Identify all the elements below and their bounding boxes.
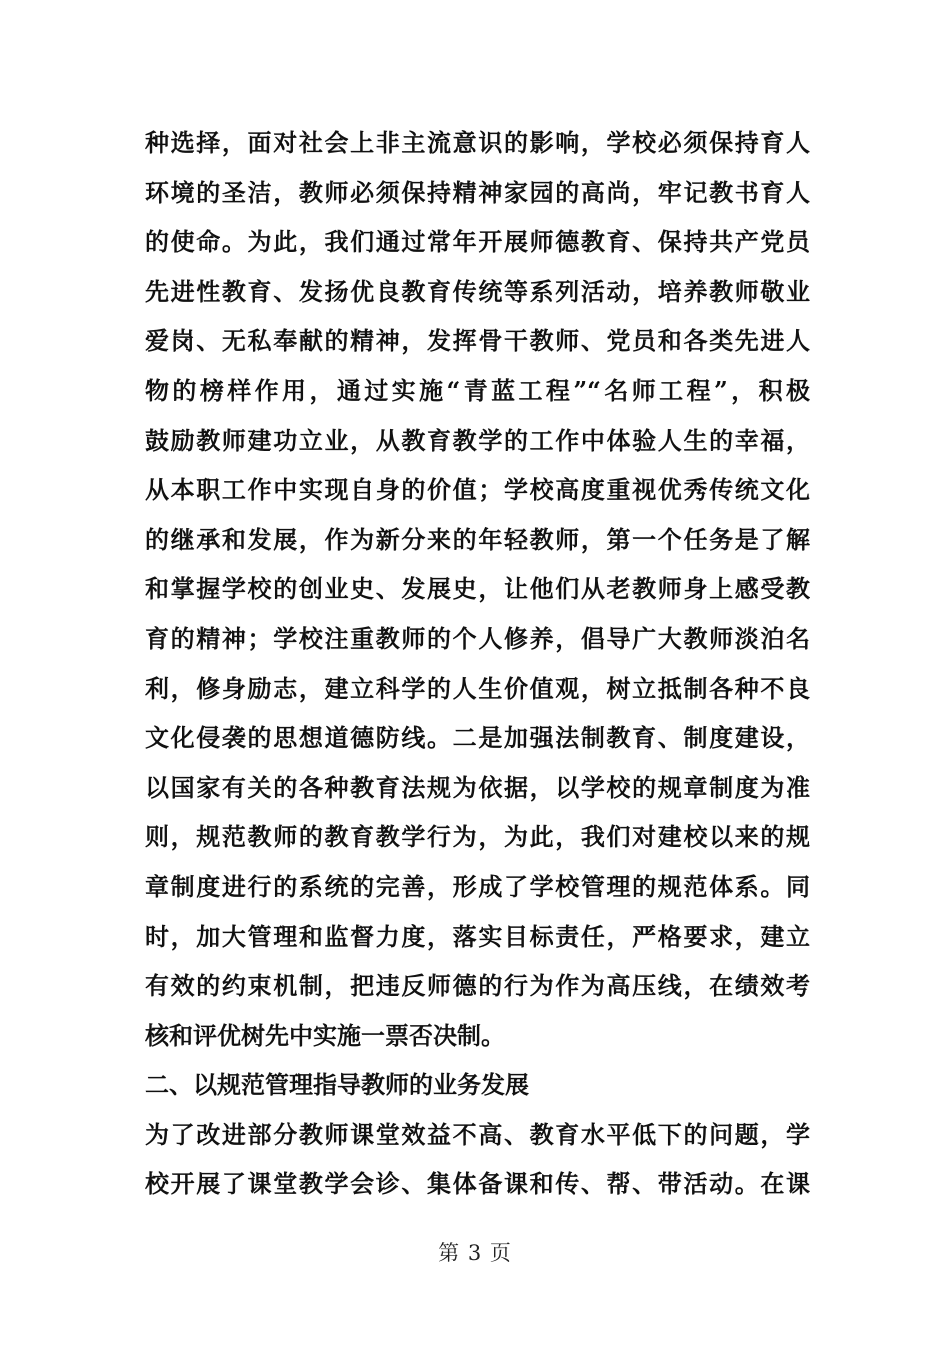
text-line: 物的榜样作用，通过实施“青蓝工程”“名师工程”，积极 — [145, 375, 810, 405]
page-number: 第 3 页 — [438, 1241, 512, 1265]
text-line: 以国家有关的各种教育法规为依据，以学校的规章制度为准 — [145, 772, 810, 802]
text-line: 校开展了课堂教学会诊、集体备课和传、帮、带活动。在课 — [145, 1169, 810, 1199]
text-line: 的继承和发展，作为新分来的年轻教师，第一个任务是了解 — [145, 524, 810, 554]
text-line: 则，规范教师的教育教学行为，为此，我们对建校以来的规 — [145, 822, 810, 852]
section-heading: 二、以规范管理指导教师的业务发展 — [145, 1070, 529, 1100]
text-line: 核和评优树先中实施一票否决制。 — [145, 1020, 505, 1050]
text-line: 为了改进部分教师课堂效益不高、教育水平低下的问题，学 — [145, 1119, 810, 1149]
text-line: 时，加大管理和监督力度，落实目标责任，严格要求，建立 — [145, 921, 810, 951]
text-line: 的使命。为此，我们通过常年开展师德教育、保持共产党员 — [145, 227, 810, 257]
text-line: 爱岗、无私奉献的精神，发挥骨干教师、党员和各类先进人 — [145, 326, 810, 356]
body-text — [145, 118, 810, 1209]
text-line: 利，修身励志，建立科学的人生价值观，树立抵制各种不良 — [145, 673, 810, 703]
text-line: 文化侵袭的思想道德防线。二是加强法制教育、制度建设， — [145, 723, 810, 753]
text-line: 环境的圣洁，教师必须保持精神家园的高尚，牢记教书育人 — [145, 177, 810, 207]
text-line: 先进性教育、发扬优良教育传统等系列活动，培养教师敬业 — [145, 276, 810, 306]
text-line: 和掌握学校的创业史、发展史，让他们从老教师身上感受教 — [145, 574, 810, 604]
text-line: 章制度进行的系统的完善，形成了学校管理的规范体系。同 — [145, 871, 810, 901]
text-line: 种选择，面对社会上非主流意识的影响，学校必须保持育人 — [145, 128, 810, 157]
text-line: 有效的约束机制，把违反师德的行为作为高压线，在绩效考 — [145, 971, 810, 1001]
text-line: 育的精神；学校注重教师的个人修养，倡导广大教师淡泊名 — [145, 623, 810, 653]
text-line: 鼓励教师建功立业，从教育教学的工作中体验人生的幸福， — [145, 425, 810, 455]
text-line: 从本职工作中实现自身的价值；学校高度重视优秀传统文化 — [145, 475, 810, 505]
